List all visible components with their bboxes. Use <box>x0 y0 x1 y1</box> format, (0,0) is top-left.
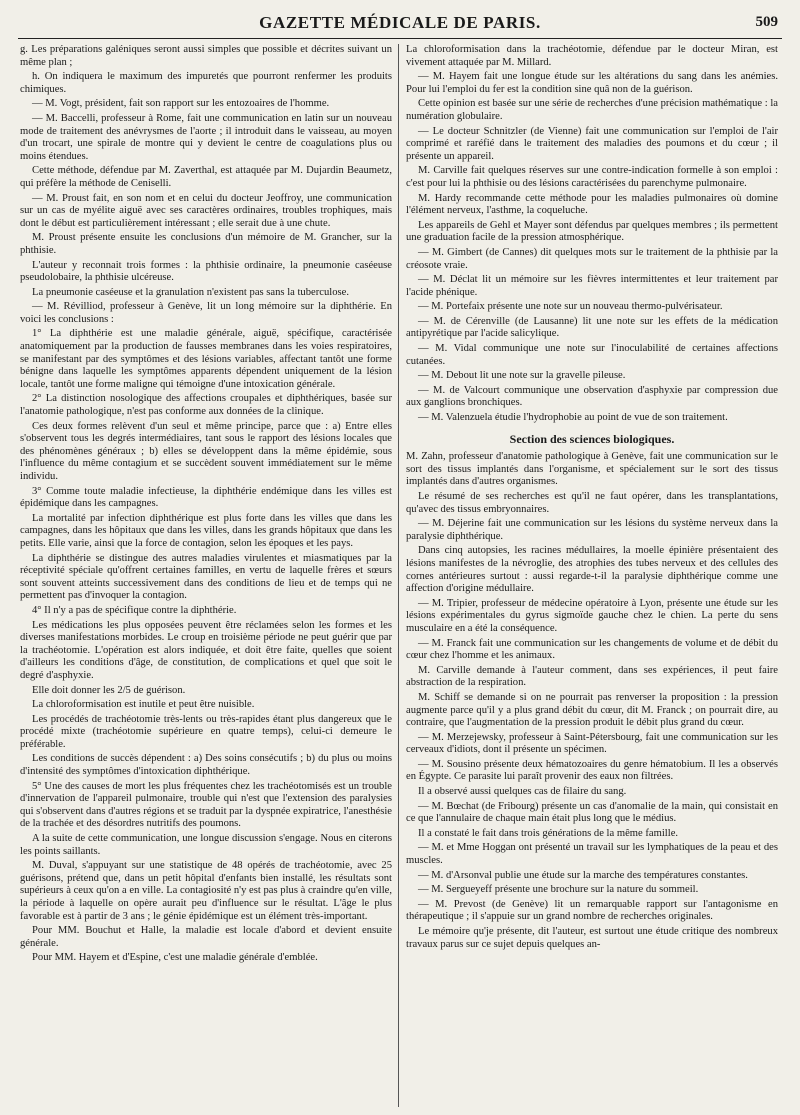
paragraph: M. Schiff se demande si on ne pourrait pas renverser la proposition : la pression augmente parce qu'il y a plus grand débit du cœur, dit M. Franck ; on pourrait dire, au contraire, que l'augmentation de la pression produit le débit plus grand du cœur. <box>406 691 778 729</box>
paragraph: — M. Révilliod, professeur à Genève, lit un long mémoire sur la diphthérie. En voici les conclusions : <box>20 301 392 325</box>
paragraph: Il a constaté le fait dans trois générations de la même famille. <box>418 827 679 839</box>
paragraph: — M. Sousino présente deux hématozoaires du genre hématobium. Il les a observés en Égypte. Ce parasite lui paraît provenir des eaux non filtrées. <box>406 758 778 783</box>
paragraph: — M. Valenzuela étudie l'hydrophobie au point de vue de son traitement. <box>418 412 728 424</box>
right-column-bottom <box>406 451 778 951</box>
paragraph: Pour MM. Hayem et d'Espine, c'est une maladie générale d'emblée. <box>32 952 318 964</box>
paragraph: Dans cinq autopsies, les racines médullaires, la moelle épinière présentaient des lésions manifestes de la névroglie, des atrophies des tubes nerveux et des cellules des cornes antérieures surtout : aussi regarde-t-il la paralysie diphthérique comme une affection d'origine médullaire. <box>406 545 778 595</box>
paragraph: Les appareils de Gehl et Mayer sont défendus par quelques membres ; ils permettent une graduation facile de la pression atmosphérique. <box>406 219 778 244</box>
paragraph: h. On indiquera le maximum des impuretés que pourront renfermer les produits chimiques. <box>20 71 392 95</box>
paragraph: — M. de Valcourt communique une observation d'asphyxie par compression due aux ganglions bronchiques. <box>406 384 778 409</box>
paragraph: A la suite de cette communication, une longue discussion s'engage. Nous en citerons les points saillants. <box>20 833 392 857</box>
paragraph: Les médications les plus opposées peuvent être réclamées selon les formes et les diverses manifestations morbides. Le croup en troisième période ne peut guérir que par la trachéotomie. L'opération est alors indiquée, et doit être faite, quelles que soient d'ailleurs les conditions d'âge, de constitution, de complications et quel que soit le degré d'asphyxie. <box>20 619 392 681</box>
paragraph: — M. Tripier, professeur de médecine opératoire à Lyon, présente une étude sur les lésions expérimentales du gyrus sigmoïde gauche chez le chien. La perte du sens musculaire en a été la conséquence. <box>406 597 778 634</box>
paragraph: Cette méthode, défendue par M. Zaverthal, est attaquée par M. Dujardin Beaumetz, qui préfère la méthode de Ceniselli. <box>20 165 392 189</box>
paragraph: — M. Vogt, président, fait son rapport sur les entozoaires de l'homme. <box>32 98 330 110</box>
paragraph: 3° Comme toute maladie infectieuse, la diphthérie endémique dans les villes est épidémique dans les campagnes. <box>20 485 392 510</box>
paragraph: — M. Merzejewsky, professeur à Saint-Pétersbourg, fait une communication sur les cerveaux d'idiots, dont il présente un spécimen. <box>406 731 778 756</box>
paragraph: M. Duval, s'appuyant sur une statistique de 48 opérés de trachéotomie, avec 25 guérisons, prétend que, dans un petit hôpital d'enfants bien installé, les résultats sont supérieurs à ceux qu'on a en ville. La contagiosité n'y est pas plus à craindre qu'en ville, la période à laquelle on opère aurait peu d'influence sur le résultat. L'âge le plus favorable est à partir de 3 ans ; le génie épidémique est un élément très-important. <box>20 860 392 922</box>
paragraph: Cette opinion est basée sur une série de recherches d'une précision mathématique : la numération globulaire. <box>406 98 778 122</box>
section-title: Section des sciences biologiques. <box>509 431 675 446</box>
column-divider <box>398 44 399 1107</box>
paragraph: — M. Proust fait, en son nom et en celui du docteur Jeoffroy, une communication sur un cas de myélite aiguë avec ses caractères ordinaires, troubles trophiques, mais dont le début est particulièrement intéressant ; elle serait due à une chute. <box>20 192 392 229</box>
paragraph: Il a observé aussi quelques cas de filaire du sang. <box>418 786 627 798</box>
paragraph: Pour MM. Bouchut et Halle, la maladie est locale d'abord et devient ensuite générale. <box>20 925 392 949</box>
left-column <box>20 44 392 1109</box>
paragraph: 4° Il n'y a pas de spécifique contre la diphthérie. <box>32 604 237 616</box>
page-number: 509 <box>755 14 778 30</box>
paragraph: — M. Hayem fait une longue étude sur les altérations du sang dans les anémies. Pour lui l'emploi du fer est la condition sine quâ non de la guérison. <box>406 71 778 95</box>
paragraph: — M. Déjerine fait une communication sur les lésions du système nerveux dans la paralysie diphthérique. <box>406 518 778 542</box>
paragraph: — M. Bœchat (de Fribourg) présente un cas d'anomalie de la main, qui consistait en ce que l'annulaire de chaque main était plus long que le médius. <box>406 800 778 825</box>
paragraph: Les conditions de succès dépendent : a) Des soins consécutifs ; b) du plus ou moins d'intensité des symptômes d'intoxication diphthérique. <box>20 753 392 778</box>
paragraph: — M. Debout lit une note sur la gravelle pileuse. <box>418 370 626 382</box>
paragraph: — M. et Mme Hoggan ont présenté un travail sur les lymphatiques de la peau et des muscles. <box>406 842 778 867</box>
paragraph: La chloroformisation est inutile et peut être nuisible. <box>32 699 255 711</box>
paragraph: — M. d'Arsonval publie une étude sur la marche des températures constantes. <box>418 869 748 881</box>
page-title: GAZETTE MÉDICALE DE PARIS. <box>259 13 541 32</box>
paragraph: 2° La distinction nosologique des affections croupales et diphthériques, basée sur l'anatomie pathologique, n'est pas conforme aux données de la clinique. <box>20 393 392 418</box>
paragraph: — M. Portefaix présente une note sur un nouveau thermo-pulvérisateur. <box>418 301 723 313</box>
paragraph: — M. Vidal communique une note sur l'inoculabilité de certaines affections cutanées. <box>406 343 778 367</box>
paragraph: g. Les préparations galéniques seront aussi simples que possible et décrites suivant un même plan ; <box>20 44 392 68</box>
right-column-top <box>406 44 778 425</box>
paragraph: — M. Franck fait une communication sur les changements de volume et de débit du cœur chez l'homme et les animaux. <box>406 637 778 662</box>
paragraph: M. Carville demande à l'auteur comment, dans ses expériences, il peut faire abstraction de la respiration. <box>406 664 778 689</box>
paragraph: — Le docteur Schnitzler (de Vienne) fait une communication sur l'emploi de l'air comprimé et raréfié dans le traitement des maladies des poumons et du cœur ; il présente un appareil. <box>406 125 778 162</box>
paragraph: M. Proust présente ensuite les conclusions d'un mémoire de M. Grancher, sur la phthisie. <box>20 232 392 256</box>
paragraph: — M. Déclat lit un mémoire sur les fièvres intermittentes et leur traitement par l'acide phénique. <box>406 274 778 298</box>
paragraph: M. Hardy recommande cette méthode pour les maladies pulmonaires où domine l'élément nerveux, l'asthme, la coqueluche. <box>406 192 778 217</box>
paragraph: Le résumé de ses recherches est qu'il ne faut opérer, dans les transplantations, qu'avec des tissus embryonnaires. <box>406 491 778 515</box>
paragraph: Les procédés de trachéotomie très-lents ou très-rapides étant plus dangereux que le procédé mixte (trachéotomie supérieure en quatre temps), celui-ci demeure le préférable. <box>20 713 392 750</box>
paragraph: M. Carville fait quelques réserves sur une contre-indication formelle à son emploi : c'est pour lui la phthisie ou des lésions caractérisées du parenchyme pulmonaire. <box>406 165 778 189</box>
paragraph: — M. Gimbert (de Cannes) dit quelques mots sur le traitement de la phthisie par la créosote vraie. <box>406 246 778 271</box>
paragraph: La mortalité par infection diphthérique est plus forte dans les villes que dans les campagnes, dans les hôpitaux que dans les villes, dans les grands hôpitaux que dans les petits. Elle varie, ainsi que la force de contagion, selon les époques et les pays. <box>20 512 392 549</box>
paragraph: — M. Baccelli, professeur à Rome, fait une communication en latin sur un nouveau mode de traitement des anévrysmes de l'aorte ; il introduit dans le vaisseau, au moyen d'un trocart, une spirale de montre qui y devient le centre de coagulations plus ou moins étendues. <box>20 112 392 162</box>
paragraph: La pneumonie caséeuse et la granulation n'existent pas sans la tuberculose. <box>32 286 349 298</box>
paragraph: 1° La diphthérie est une maladie générale, aiguë, spécifique, caractérisée anatomiquement par la production de fausses membranes dans les voies respiratoires, se manifestant par des symptômes et des lésions variables, affectant tantôt une forme bénigne dans laquelle les symptômes apparents dépendent uniquement de la lésion locale, tantôt une forme maligne qui témoigne d'une intoxication générale. <box>20 328 392 390</box>
paragraph: Le mémoire qu'je présente, dit l'auteur, est surtout une étude critique des nombreux travaux parus sur ce sujet depuis quelques an- <box>406 926 778 950</box>
right-column <box>406 44 778 1109</box>
paragraph: — M. de Cérenville (de Lausanne) lit une note sur les effets de la médication antipyrétique par l'acide salicylique. <box>406 315 778 340</box>
paragraph: — M. Prevost (de Genève) lit un remarquable rapport sur l'antagonisme en thérapeutique ; il s'appuie sur un grand nombre de recherches originales. <box>406 898 778 923</box>
paragraph: 5° Une des causes de mort les plus fréquentes chez les trachéotomisés est un trouble d'innervation de l'appareil pulmonaire, trouble qui n'est que l'extension des paralysies qui s'observent dans d'autres régions et se traduit par la dyspnée expiratrice, l'anesthésie de la trachée et des désordres nutritifs des poumons. <box>20 780 392 830</box>
paragraph: La diphthérie se distingue des autres maladies virulentes et miasmatiques par la réceptivité spéciale qu'offrent certaines familles, en vertu de laquelle frères et sœurs sont souvent atteints successivement dans des conditions de lieu et de temps qui ne permettent pas d'invoquer la contagion. <box>20 552 392 602</box>
page-header <box>18 10 782 39</box>
paragraph: Elle doit donner les 2/5 de guérison. <box>32 684 186 696</box>
paragraph: La chloroformisation dans la trachéotomie, défendue par le docteur Miran, est vivement attaquée par M. Millard. <box>406 44 778 68</box>
paragraph: M. Zahn, professeur d'anatomie pathologique à Genève, fait une communication sur le sort des tissus implantés dans l'organisme, et spécialement sur le sort des tissus implantés dans d'autres organismes. <box>406 451 778 488</box>
paragraph: — M. Sergueyeff présente une brochure sur la nature du sommeil. <box>418 884 699 896</box>
paragraph: L'auteur y reconnait trois formes : la phthisie ordinaire, la pneumonie caséeuse pseudolobaire, la phthisie ulcéreuse. <box>20 259 392 284</box>
paragraph: Ces deux formes relèvent d'un seul et même principe, parce que : a) Entre elles s'observent tous les degrés intermédiaires, tant sous le rapport des lésions locales que des phénomènes généraux ; b) elles se développent dans la même épidémie, sous l'influence du même contagium et se succèdent souvent immédiatement sur le même individu. <box>20 420 392 482</box>
